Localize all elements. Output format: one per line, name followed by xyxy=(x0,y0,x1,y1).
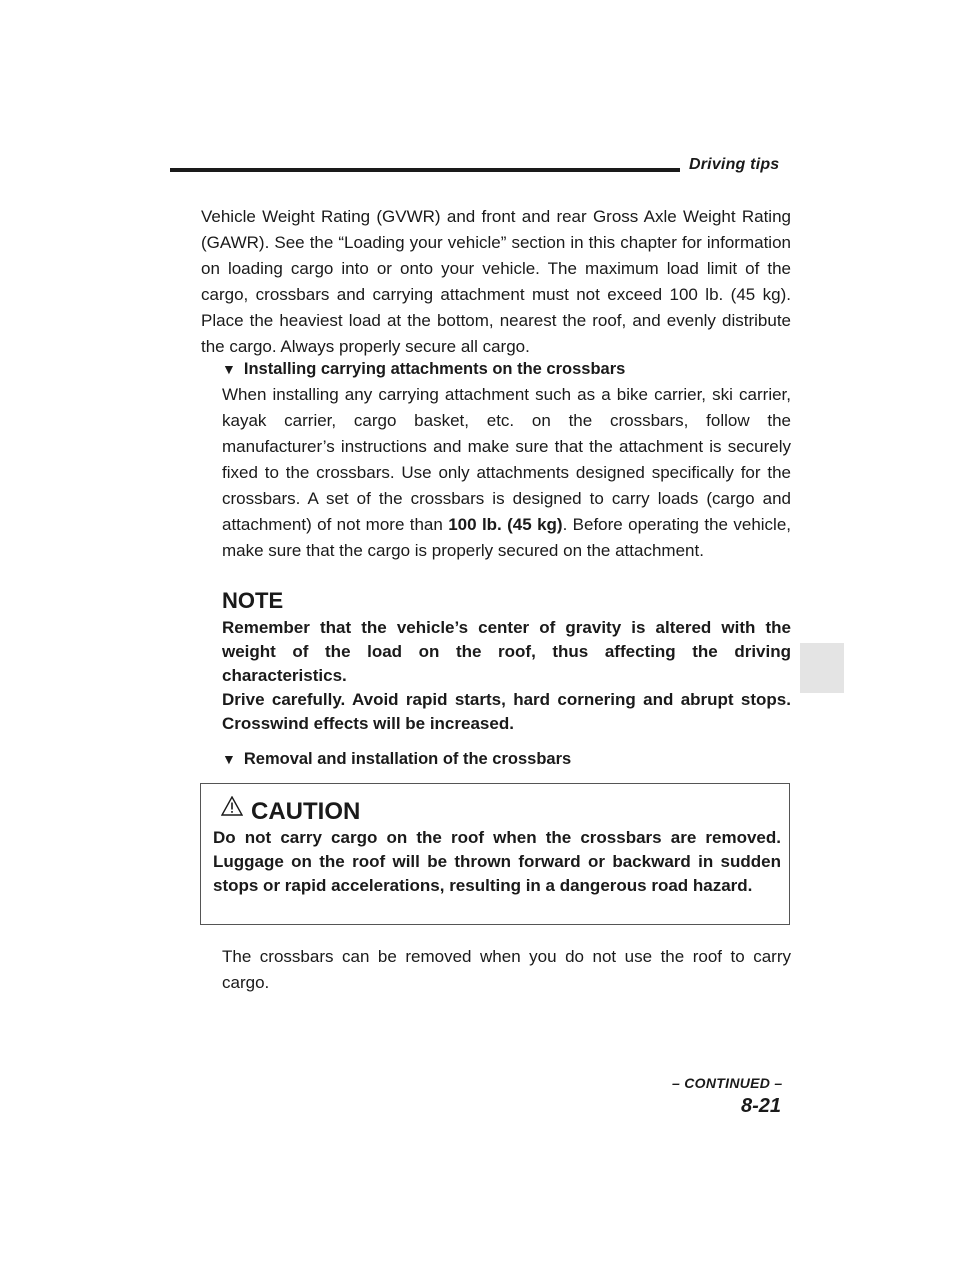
section-heading-text: Installing carrying attachments on the crossbars xyxy=(243,360,626,378)
removal-paragraph: The crossbars can be removed when you do not use the roof to carry cargo. xyxy=(222,947,791,992)
note-line-1: Remember that the vehicle’s center of gravity is altered with the weight of the load on the roof, thus affecting the driving characteristics. xyxy=(222,618,791,685)
caution-title: CAUTION xyxy=(251,798,361,825)
warning-triangle-icon xyxy=(221,796,243,816)
attachments-paragraph xyxy=(222,382,791,564)
note-text xyxy=(222,616,791,736)
header-title: Driving tips xyxy=(689,156,780,173)
header-rule xyxy=(170,168,680,172)
note-line-2: Drive carefully. Avoid rapid starts, hard cornering and abrupt stops. Crosswind effects will be increased. xyxy=(222,690,791,733)
attachments-text-end: . Before operating the vehicle, make sure that the cargo is properly secured on the attachment. xyxy=(222,515,791,560)
section-heading-text: Removal and installation of the crossbars xyxy=(243,750,572,768)
section-heading-attachments xyxy=(222,360,625,379)
intro-paragraph: Vehicle Weight Rating (GVWR) and front and rear Gross Axle Weight Rating (GAWR). See the “Loading your vehicle” section in this chapter for information on loading cargo into or onto your vehicle. The maximum load limit of the cargo, crossbars and carrying attachment must not exceed 100 lb. (45 kg). Place the heaviest load at the bottom, nearest the roof, and evenly distribute the cargo. Always properly secure all cargo. xyxy=(201,207,791,356)
caution-text: Do not carry cargo on the roof when the crossbars are removed. Luggage on the roof will be thrown forward or backward in sudden stops or rapid accelerations, resulting in a dangerous road hazard. xyxy=(213,828,781,895)
load-limit-value: 100 lb. (45 kg) xyxy=(448,515,563,534)
note-title: NOTE xyxy=(222,588,284,613)
page-number: 8-21 xyxy=(741,1095,782,1117)
chapter-side-tab xyxy=(800,643,844,693)
attachments-text-start: When installing any carrying attachment such as a bike carrier, ski carrier, kayak carrier, cargo basket, etc. on the crossbars, follow the manufacturer’s instructions and make sure that the attachment is securely fixed to the crossbars. Use only attachments designed specifically for the crossbars. A set of the crossbars is designed to carry loads (cargo and attachment) of not more than xyxy=(222,385,791,534)
continued-label: – CONTINUED – xyxy=(672,1075,783,1091)
section-heading-removal xyxy=(222,750,571,769)
triangle-marker-icon: ▼ xyxy=(222,751,236,767)
caution-box xyxy=(200,783,790,925)
triangle-marker-icon: ▼ xyxy=(222,361,236,377)
